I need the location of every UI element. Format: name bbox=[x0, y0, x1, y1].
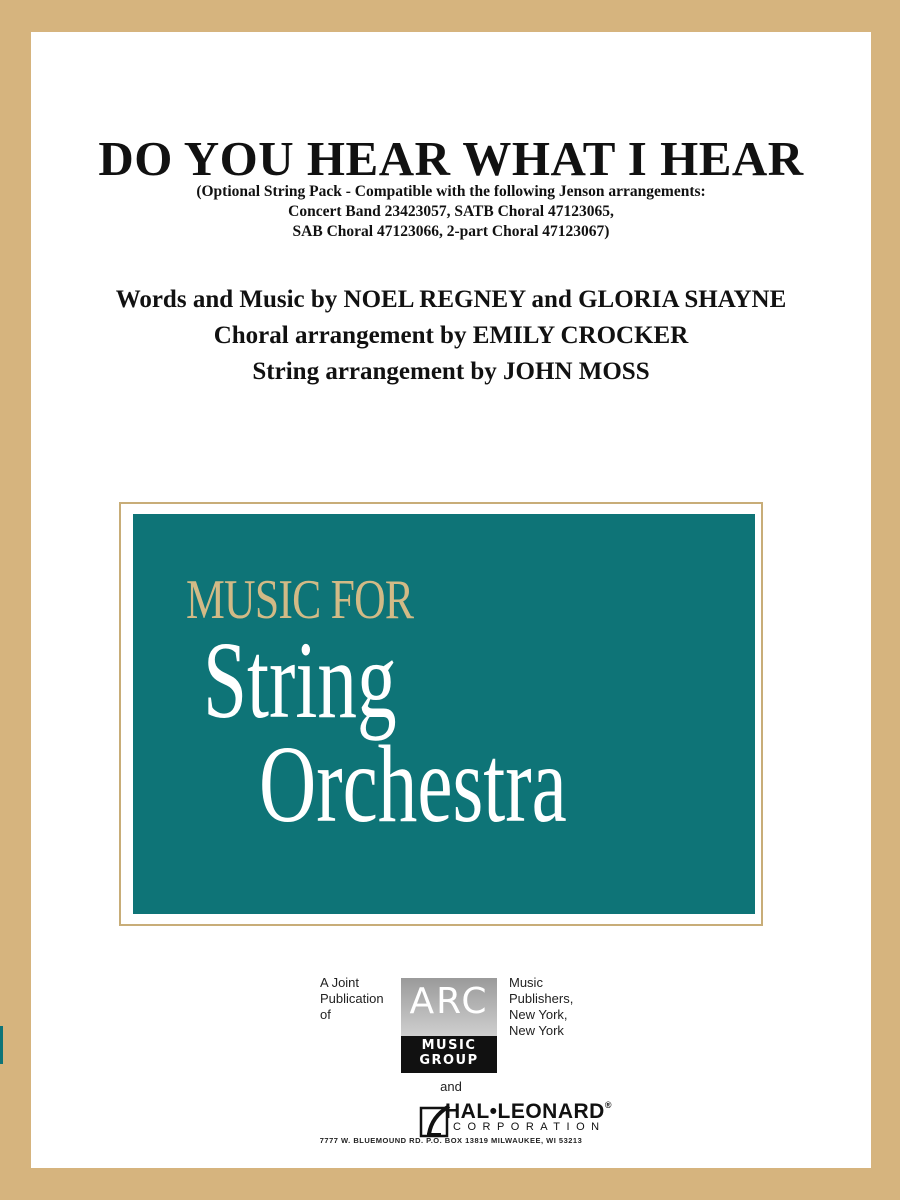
joint-publication-line: of bbox=[320, 1007, 331, 1022]
compatibility-line: SAB Choral 47123066, 2-part Choral 47123067) bbox=[292, 223, 610, 240]
joint-publication-text bbox=[320, 975, 384, 1023]
arc-logo-group-text bbox=[401, 1038, 497, 1068]
hal-leonard-corporation: CORPORATION bbox=[453, 1121, 606, 1133]
registered-mark: ® bbox=[604, 1100, 612, 1110]
joint-publication-line: Publication bbox=[320, 991, 384, 1006]
credit-choral-arrangement: Choral arrangement by EMILY CROCKER bbox=[213, 322, 689, 349]
credits bbox=[31, 282, 871, 390]
edge-accent bbox=[0, 1026, 3, 1064]
music-publishers-text bbox=[509, 975, 573, 1039]
music-publishers-line: Music bbox=[509, 975, 543, 990]
music-publishers-line: New York bbox=[509, 1023, 564, 1038]
music-publishers-line: New York, bbox=[509, 1007, 568, 1022]
joint-publication-line: A Joint bbox=[320, 975, 360, 990]
arc-logo-music: MUSIC bbox=[421, 1038, 477, 1053]
compatibility-line: Concert Band 23423057, SATB Choral 47123065, bbox=[288, 203, 614, 220]
piece-title: DO YOU HEAR WHAT I HEAR bbox=[98, 131, 804, 186]
credit-words-music: Words and Music by NOEL REGNEY and GLORIA SHAYNE bbox=[115, 286, 787, 313]
series-heading-string: String bbox=[203, 619, 397, 741]
hal-leonard-name-text: HAL•LEONARD bbox=[445, 1100, 605, 1123]
hal-leonard-address: 7777 W. BLUEMOUND RD. P.O. BOX 13819 MILWAUKEE, WI 53213 bbox=[319, 1136, 583, 1145]
credit-string-arrangement: String arrangement by JOHN MOSS bbox=[252, 358, 650, 385]
and-text: and bbox=[440, 1079, 462, 1094]
compatibility-note bbox=[31, 182, 871, 242]
arc-music-group-logo bbox=[401, 978, 497, 1073]
arc-logo-group: GROUP bbox=[419, 1053, 479, 1068]
music-publishers-line: Publishers, bbox=[509, 991, 574, 1006]
hal-leonard-name bbox=[445, 1101, 612, 1122]
arc-logo-text: ARC bbox=[409, 981, 489, 1022]
cover-page bbox=[31, 32, 871, 1168]
compatibility-line: (Optional String Pack - Compatible with the following Jenson arrangements: bbox=[196, 183, 706, 200]
series-heading-music-for: MUSIC FOR bbox=[186, 569, 414, 631]
series-heading-orchestra: Orchestra bbox=[259, 723, 567, 845]
